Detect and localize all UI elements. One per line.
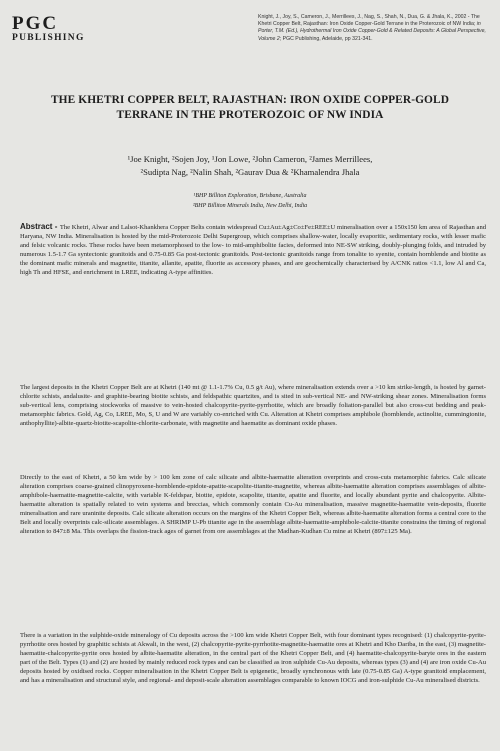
abstract-text: The Khetri, Alwar and Lalsot-Khankhera Copper Belts contain widespread Cu±Au±Ag±Co±Fe±REE±U mineralisation over a 150x150 km area of Rajasthan and Haryana, NW India. Mineralisation is hosted by the mid-Proterozoic Delhi Supergroup, which comprises shallow-water, locally evaporitic, sedimentary rocks, with lesser mafic and felsic volcanic rocks. These rocks have been metamorphosed to the low- to mid-amphibolite facies, deformed into NE-SW striking, doubly-plunging folds, and intruded by numerous 1.5-1.7 Ga syntectonic granitoids and 0.75-0.85 Ga post-tectonic granitoids. Post-tectonic granitoids range from tonalite to syenite, contain hornblende and biotite as the dominant mafic minerals and magnetite, titanite, allanite, apatite, fluorite as accessory phases, and are geochemically characterised by A/CNK ratios <1.1, low Al and Ca, high Th and HFSE, and enrichment in LREE, indicating A-type affinities. — [20, 224, 487, 277]
publisher-logo — [12, 14, 85, 44]
affiliation-1: ¹BHP Billiton Exploration, Brisbane, Australia — [193, 193, 307, 199]
citation-title: - The Khetri Copper Belt, Rajasthan: Iron Oxide Copper-Gold Terrane in the Proterozoic of NW India; — [258, 14, 480, 28]
paper-title: THE KHETRI COPPER BELT, RAJASTHAN: IRON OXIDE COPPER-GOLD TERRANE IN THE PROTEROZOIC OF NW INDIA — [50, 94, 450, 121]
citation-block — [258, 14, 494, 43]
author-list — [20, 153, 480, 179]
abstract-label: Abstract - — [20, 222, 60, 231]
citation-source: in Porter, T.M. (Ed.), Hydrothermal Iron Oxide Copper-Gold & Related Deposits: A Global Perspective, Volume 2 — [258, 21, 486, 42]
logo-pgc: PGC — [12, 13, 59, 34]
paragraph-2: Directly to the east of Khetri, a 50 km wide by > 100 km zone of calc silicate and albite-haematite alteration overprints and cross-cuts metamorphic fabrics. Calc silicate alteration comprises coarse-grained clinopyroxene-hornblende-epidote-apatite-scapolite-titanite-magnetite, whereas albite-haematite alteration comprises assemblages of albite-amphibole-haematite-magnetite-calcite, with variable K-feldspar, biotite, epidote, scapolite, titanite, apatite and fluorite, and locally abundant pyrite and chalcopyrite. Albite-haematite alteration is spatially related to vein systems and breccias, which commonly contain Cu-Au mineralisation, massive magnetite-haematite vein-deposits, fluorite mineralisation and rare uraninite deposits. Calc silicate alteration occurs on the margins of the Khetri Copper Belt, whereas albite-haematite alteration forms a central core to the Belt and locally overprints calc-silicate assemblages. A SHRIMP U-Pb titanite age in the assemblage albite-haematite-amphibole-calcite-titanite constrains the timing of regional alteration to 847±8 Ma. This overlaps the fission-track ages of garnet from ore assemblages at the Madhan-Kudhan Cu mine at Khetri (897±125 Ma). — [20, 474, 486, 536]
citation-publisher: ; PGC Publishing, Adelaide, pp 321-341. — [279, 35, 373, 42]
affiliation-2: ²BHP Billiton Minerals India, New Delhi, India — [192, 202, 308, 209]
paragraph-3: There is a variation in the sulphide-oxide mineralogy of Cu deposits across the >100 km wide Khetri Copper Belt, with four dominant types recognised: (1) chalcopyrite-pyrite-pyrrhotite ores hosted by graphitic schists at Akwali, in the west, (2) chalcopyrite-pyrite-pyrrhotite-magnetite-haematite ores at Khetri and Kho Dariba, in the east, (3) magnetite-haematite-chalcopyrite-pyrite ores hosted by albite-haematite alteration, in the central part of the Khetri Copper Belt, and (4) haematite-chalcopyrite-baryte ores in the eastern part of the Belt. Types (1) and (2) are hosted by mainly reduced rock types and can be classified as iron sulphide Cu-Au deposits, whereas types (3) and (4) are iron oxide Cu-Au deposits hosted by oxidised rocks. Copper mineralisation in the Khetri Copper Belt is epigenetic, broadly synchronous with late (0.75-0.85 Ga) A-type granitoid emplacement, and has a mineralisation and structural style, and regional- and deposit-scale alteration assemblages comparable to known IOCG and iron-sulphide Cu-Au mineralised districts. — [20, 632, 486, 685]
paragraph-1: The largest deposits in the Khetri Copper Belt are at Khetri (140 mt @ 1.1-1.7% Cu, 0.5 g/t Au), where mineralisation extends over a >10 km strike-length, is hosted by garnet-chlorite schists, andalusite- and graphite-bearing biotite schists, and feldspathic quartzites, and is sited in sub-vertical NE- and NW-striking shear zones. Mineralisation forms sub-vertical lens, comprising stockworks of massive to vein-hosted chalcopyrite-pyrite-pyrrhotite, which are broadly foliation-parallel but also cross-cut bedding and peak-metamorphic fabrics. Gold, Ag, Co, LREE, Mo, S, U and W are variably co-enriched with Cu. Alteration at Khetri comprises amphibole (hornblende, actinolite, cummingtonite, anthophyllite)-albite-quartz-biotite-scapolite-chlorite-carbonate, with magnetite and haematite as dominant oxide phases. — [20, 384, 486, 428]
author-line-1: ¹Joe Knight, ²Sojen Joy, ¹Jon Lowe, ²John Cameron, ²James Merrillees, — [127, 154, 373, 164]
author-line-2: ²Sudipta Nag, ²Nalin Shah, ²Gaurav Dua & ²Khamalendra Jhala — [140, 167, 360, 177]
citation-authors: Knight, J., Joy, S., Cameron, J., Merrillees, J., Nag, S., Shah, N., Dua, G. & Jhala, K., 2002 — [258, 14, 467, 20]
affiliations — [20, 192, 480, 211]
abstract — [20, 222, 486, 277]
logo-publishing: PUBLISHING — [12, 33, 85, 43]
